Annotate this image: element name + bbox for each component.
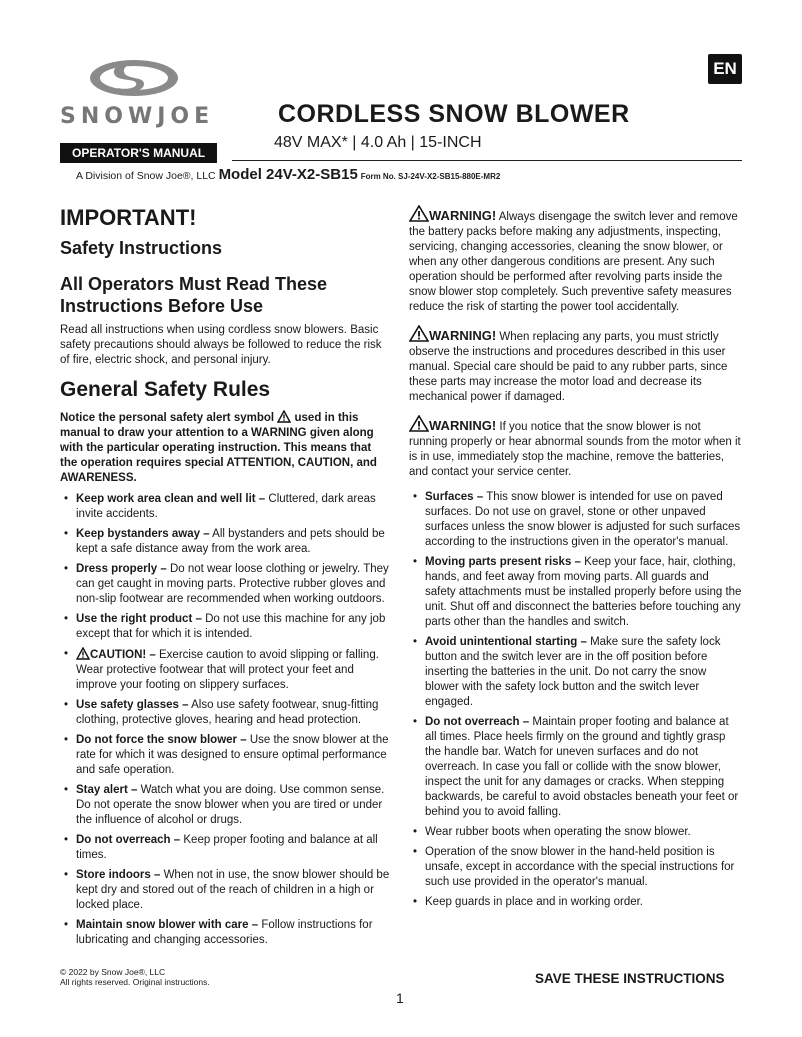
list-item: • Dress properly – Do not wear loose clothing or jewelry. They can get caught in moving parts. Protective rubber gloves and non-slip footwear are recommended when working outdoors. [60, 562, 390, 607]
left-column [60, 205, 390, 953]
list-item: • Use safety glasses – Also use safety footwear, snug-fitting clothing, protective gloves, hearing and head protection. [60, 698, 390, 728]
general-rules-list [60, 492, 390, 948]
rights-text: All rights reserved. Original instructions. [60, 977, 210, 987]
general-safety-heading: General Safety Rules [60, 378, 271, 401]
language-badge: EN [708, 54, 742, 84]
list-item: • Keep bystanders away – All bystanders and pets should be kept a safe distance away from the work area. [60, 527, 390, 557]
list-item: • CAUTION! – Exercise caution to avoid slipping or falling. Wear protective footwear that will protect your feet and improve your footing on slippery surfaces. [60, 647, 390, 693]
list-item: • Do not force the snow blower – Use the snow blower at the rate for which it was designed to ensure optimal performance and safe operation. [60, 733, 390, 778]
warning-triangle-icon [409, 205, 429, 222]
notice-text-b: used in this manual to draw your attention to a WARNING given along with the particular operating instruction. This means that the operation requires special ATTENTION, CAUTION, and AWARENESS. [60, 412, 377, 484]
list-item: • Store indoors – When not in use, the snow blower should be kept dry and stored out of the reach of children in a high or locked place. [60, 868, 390, 913]
page-number: 1 [396, 990, 404, 1006]
safety-instructions-heading: Safety Instructions [60, 238, 223, 258]
list-item: • Operation of the snow blower in the hand-held position is unsafe, except in accordance with the special instructions for such use provided in the operator's manual. [409, 845, 742, 890]
model-number: Model 24V-X2-SB15 [218, 166, 358, 183]
list-item: • Wear rubber boots when operating the snow blower. [409, 825, 742, 840]
warning-triangle-icon [277, 410, 291, 423]
document-subtitle: 48V MAX* | 4.0 Ah | 15-INCH [274, 134, 482, 151]
warning-triangle-icon [409, 415, 429, 432]
warning-paragraph: WARNING! When replacing any parts, you must strictly observe the instructions and procedures described in this user manual. Special care should be paid to any rubber parts, since these parts may increase the motor load and decrease its mechanical power if damaged. [409, 325, 742, 405]
warning-triangle-icon [409, 325, 429, 342]
intro-paragraph: Read all instructions when using cordless snow blowers. Basic safety precautions should always be followed to reduce the risk of fire, electric shock, and personal injury. [60, 324, 382, 366]
right-column [409, 205, 742, 915]
list-item: • Stay alert – Watch what you are doing. Use common sense. Do not operate the snow blower when you are tired or under the influence of alcohol or drugs. [60, 783, 390, 828]
form-number: Form No. SJ-24V-X2-SB15-880E-MR2 [360, 172, 501, 181]
copyright-text: © 2022 by Snow Joe®, LLC [60, 967, 166, 977]
list-item: • Keep guards in place and in working order. [409, 895, 742, 910]
operators-manual-badge: OPERATOR'S MANUAL [60, 143, 217, 163]
list-item: • Use the right product – Do not use this machine for any job except that for which it is intended. [60, 612, 390, 642]
division-text: A Division of Snow Joe®, LLC [76, 170, 216, 182]
notice-text-a: Notice the personal safety alert symbol [60, 412, 275, 424]
list-item: • Do not overreach – Maintain proper footing and balance at all times. Place heels firmly on the ground and tightly grasp the handle bar. Watch for uneven surfaces and do not overreach. In case you fall or collide with the snow blower, inspect the unit for any damages or cracks. When stepping backwards, be careful to avoid obstacles beneath your feet or behind you to avoid falling. [409, 715, 742, 820]
document-title: CORDLESS SNOW BLOWER [278, 100, 630, 128]
list-item: • Keep work area clean and well lit – Cluttered, dark areas invite accidents. [60, 492, 390, 522]
snowjoe-logo [60, 58, 240, 104]
warning-paragraph: WARNING! Always disengage the switch lever and remove the battery packs before making any adjustments, inspecting, servicing, changing accessories, cleaning the snow blower, or when any other dangerous conditions are present. Any such operation should be performed after revolving parts inside the snow blower stop completely. Such preventive safety measures reduce the risk of starting the power tool accidentally. [409, 205, 742, 315]
list-item: • Avoid unintentional starting – Make sure the safety lock button and the switch lever are in the off position before inserting the batteries in the unit. Do not carry the snow blower with the safety lock button and the switch lever engaged. [409, 635, 742, 710]
division-line [76, 166, 500, 183]
all-operators-heading: All Operators Must Read These Instructions Before Use [60, 274, 328, 316]
warning-triangle-icon [76, 647, 90, 660]
header-divider [232, 160, 742, 161]
warning-paragraph: WARNING! If you notice that the snow blower is not running properly or hear abnormal sounds from the motor when it is in use, immediately stop the machine, remove the batteries, and contact your service center. [409, 415, 742, 480]
list-item: • Maintain snow blower with care – Follow instructions for lubricating and changing accessories. [60, 918, 390, 948]
list-item: • Moving parts present risks – Keep your face, hair, clothing, hands, and feet away from moving parts. All guards and safety attachments must be installed properly before using the unit. Shut off and disconnect the batteries before touching any parts other than the handles and switch. [409, 555, 742, 630]
copyright-block [60, 967, 210, 987]
brand-wordmark: SNOWJOE [60, 104, 215, 129]
list-item: • Do not overreach – Keep proper footing and balance at all times. [60, 833, 390, 863]
notice-paragraph [60, 410, 390, 486]
operation-rules-list [409, 490, 742, 910]
important-heading: IMPORTANT! [60, 205, 197, 230]
list-item: • Surfaces – This snow blower is intended for use on paved surfaces. Do not use on gravel, stone or other unpaved surfaces unless the snow blower is adjusted for such surfaces according to the instructions given in the operator's manual. [409, 490, 742, 550]
save-instructions-text: SAVE THESE INSTRUCTIONS [535, 971, 725, 986]
